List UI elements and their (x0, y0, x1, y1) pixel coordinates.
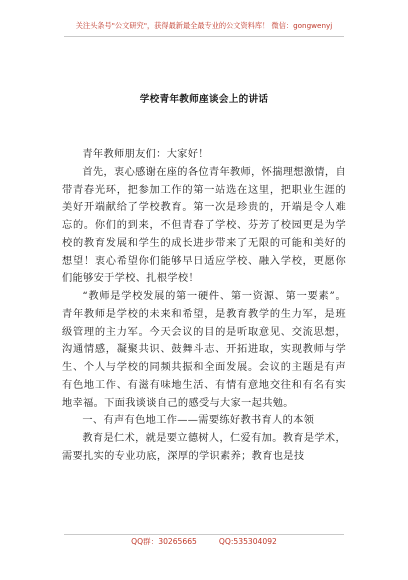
header-ad-text: 关注头条号"公文研究"，获得最新最全最专业的公文资料库！ 微信：gongwenyj (75, 21, 333, 30)
footer-qq-group: QQ群：30265665 (131, 537, 197, 546)
document-title: 学校青年教师座谈会上的讲话 (139, 94, 269, 105)
footer-contacts (0, 537, 408, 547)
footer-qq-number: QQ:535304092 (218, 537, 277, 546)
section-heading: 一、有声有色地工作——需要练好教书育人的本领 (82, 415, 315, 427)
header-divider (64, 36, 344, 37)
body-paragraph: “教师是学校发展的第一硬件、第一资源、第一要素”。青年教师是学校的未来和希望，是教育教学的生力军，是班级管理的主力军。今天会议的目的是听取意见、交流思想，沟通情感，凝聚共识、鼓舞斗志、开拓进取，实现教师与学生、个人与学校的同频共振和全面发展。会议的主题是有声有色地工作、有滋有味地生活、有情有意地交往和有名有实地幸福。下面我谈谈自己的感受与大家一起共勉。 (62, 291, 346, 409)
footer-divider (64, 534, 344, 535)
document-body (62, 146, 346, 466)
greeting-paragraph: 青年教师朋友们：大家好！ (82, 149, 209, 160)
body-paragraph: 首先，衷心感谢在座的各位青年教师，怀揣理想激情，自带青春光环，把参加工作的第一站选在这里，把职业生涯的美好开端献给了学校教育。第一次是珍贵的，开端是令人难忘的。你们的到来，不但青春了学校、芬芳了校园更是为学校的教育发展和学生的成长进步带来了无限的可能和美好的想望！衷心希望你们能够早日适应学校、融入学校，更愿你们能够安于学校、扎根学校！ (62, 166, 346, 285)
body-paragraph: 教育是仁术，就是要立德树人，仁爱有加。教育是学术，需要扎实的专业功底，深厚的学识素养；教育也是技 (62, 433, 346, 462)
